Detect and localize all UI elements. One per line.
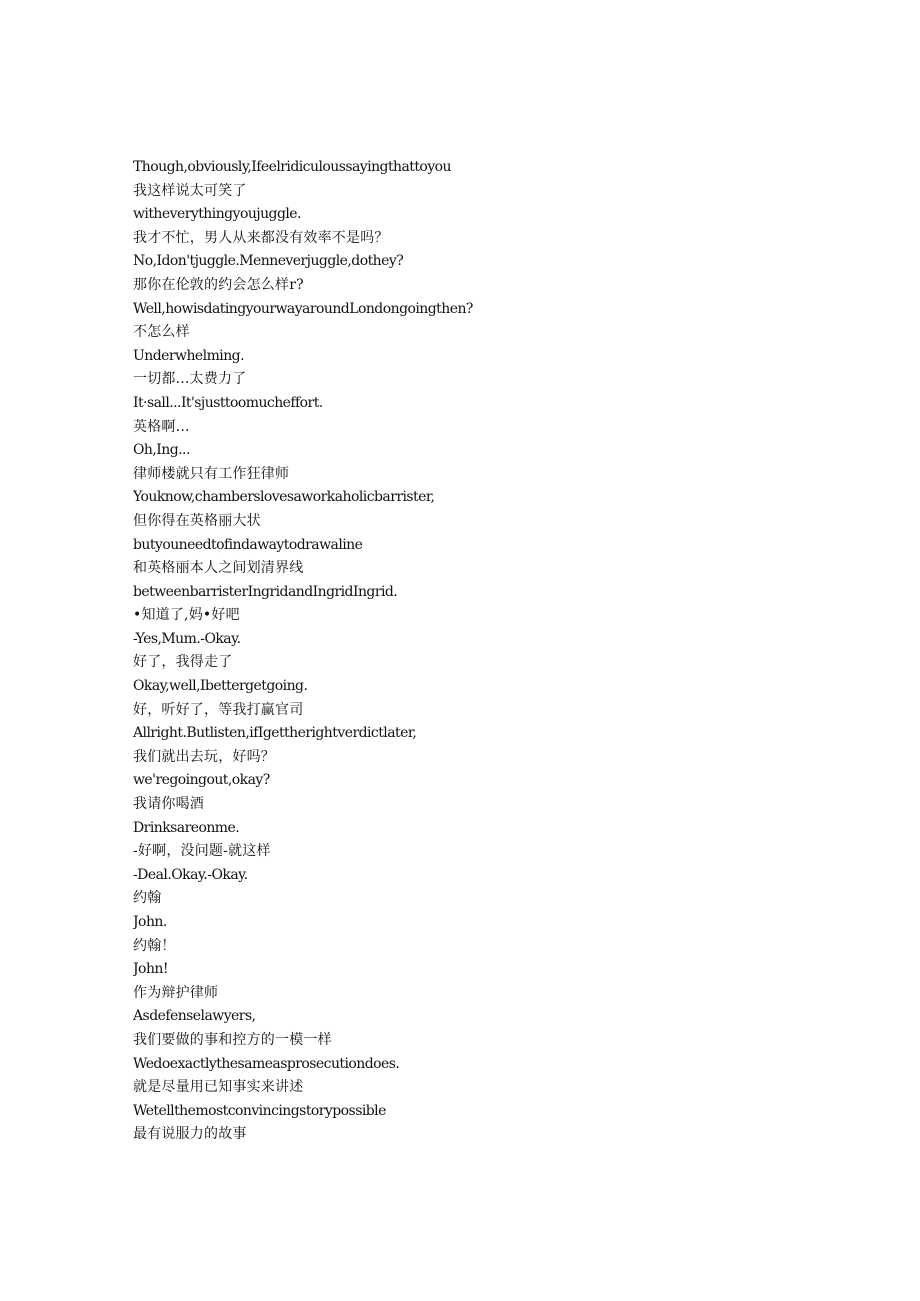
subtitle-line-english: John.	[133, 914, 167, 930]
subtitle-line-english: Wetellthemostconvincingstorypossible	[133, 1102, 386, 1119]
subtitle-line-chinese: 英格啊…	[133, 418, 190, 435]
subtitle-line-english: No,Idon'tjuggle.Menneverjuggle,dothey?	[133, 253, 404, 270]
subtitle-line-english: Drinksareonme.	[133, 819, 240, 836]
subtitle-line-english: -Deal.Okay.-Okay.	[133, 866, 248, 883]
subtitle-line-english: betweenbarristerIngridandIngridIngrid.	[133, 583, 398, 600]
subtitle-line-chinese: 一切都...太费力了	[133, 371, 247, 388]
subtitle-line-chinese: 律师楼就只有工作狂律师	[133, 465, 290, 482]
subtitle-line-chinese: 我这样说太可笑了	[133, 182, 247, 199]
subtitle-line-chinese: 约翰	[133, 890, 162, 907]
subtitle-line-chinese: •知道了,妈•好吧	[133, 607, 240, 624]
subtitle-line-chinese: 我们要做的事和控方的一模一样	[133, 1031, 332, 1048]
subtitle-line-chinese: 就是尽量用已知事实来讲述	[133, 1079, 304, 1096]
subtitle-line-chinese: 最有说服力的故事	[133, 1126, 247, 1143]
subtitle-line-english: Underwhelming.	[133, 347, 244, 364]
subtitle-line-english: Okay,well,Ibettergetgoing.	[133, 678, 308, 695]
subtitle-line-english: Allright.Butlisten,ifIgettherightverdictlater,	[133, 725, 417, 742]
subtitle-transcript	[133, 156, 873, 1147]
subtitle-line-chinese: 约翰！	[133, 937, 176, 954]
subtitle-line-english: Youknow,chamberslovesaworkaholicbarrister,	[133, 489, 435, 506]
subtitle-line-english: John!	[133, 961, 168, 978]
subtitle-line-chinese: 作为辩护律师	[133, 984, 219, 1001]
subtitle-line-chinese: 好，听好了，等我打赢官司	[133, 701, 304, 718]
subtitle-line-chinese: 不怎么样	[133, 324, 190, 341]
subtitle-line-english: we'regoingout,okay?	[133, 772, 270, 789]
subtitle-line-english: Oh,Ing...	[133, 442, 190, 459]
subtitle-line-chinese: 那你在伦敦的约会怎么样r?	[133, 276, 304, 293]
subtitle-line-english: Though,obviously,Ifeelridiculoussayingthattoyou	[133, 159, 452, 175]
subtitle-line-english: It·sall...It'sjusttoomucheffort.	[133, 394, 323, 411]
subtitle-line-english: Well,howisdatingyourwayaroundLondongoingthen?	[133, 300, 473, 317]
subtitle-line-chinese: 我才不忙，男人从来都没有效率不是吗？	[133, 229, 389, 246]
subtitle-line-chinese: 但你得在英格丽大状	[133, 512, 261, 529]
subtitle-line-chinese: -好啊，没问题-就这样	[133, 843, 271, 860]
subtitle-line-chinese: 我请你喝酒	[133, 796, 204, 813]
subtitle-line-english: -Yes,Mum.-Okay.	[133, 630, 241, 647]
subtitle-line-chinese: 和英格丽本人之间划清界线	[133, 560, 304, 577]
subtitle-line-english: butyouneedtofindawaytodrawaline	[133, 536, 363, 553]
subtitle-line-english: witheverythingyoujuggle.	[133, 206, 301, 223]
subtitle-line-chinese: 我们就出去玩，好吗？	[133, 748, 275, 765]
subtitle-line-english: Wedoexactlythesameasprosecutiondoes.	[133, 1055, 400, 1072]
subtitle-line-chinese: 好了，我得走了	[133, 654, 233, 671]
subtitle-line-english: Asdefenselawyers,	[133, 1008, 256, 1025]
